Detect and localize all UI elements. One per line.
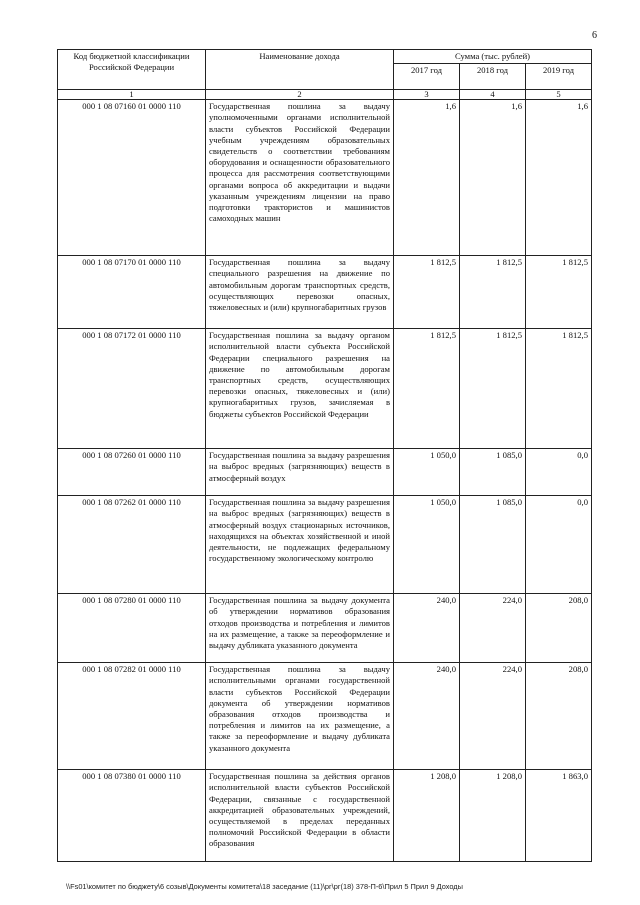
value-2017: 1 050,0: [394, 496, 460, 594]
budget-code: 000 1 08 07280 01 0000 110: [58, 594, 206, 663]
table-row: [58, 329, 592, 449]
budget-code: 000 1 08 07160 01 0000 110: [58, 100, 206, 256]
value-2018: 1 812,5: [460, 256, 526, 329]
value-2019: 1 863,0: [526, 770, 592, 862]
revenue-name: Государственная пошлина за выдачу разрешения на выброс вредных (загрязняющих) веществ в атмосферный воздух стационарных источников, находящихся на объектах хозяйственной и иной деятельности, не подлежащих федеральному государственному экологическому контролю: [206, 496, 394, 594]
budget-code: 000 1 08 07260 01 0000 110: [58, 449, 206, 496]
header-2018: 2018 год: [460, 64, 526, 90]
budget-code: 000 1 08 07170 01 0000 110: [58, 256, 206, 329]
budget-code: 000 1 08 07262 01 0000 110: [58, 496, 206, 594]
budget-code: 000 1 08 07282 01 0000 110: [58, 663, 206, 770]
value-2017: 1 812,5: [394, 329, 460, 449]
column-number: 1: [58, 90, 206, 100]
value-2019: 1,6: [526, 100, 592, 256]
revenue-name: Государственная пошлина за выдачу органом исполнительной власти субъекта Российской Федерации специального разрешения на движение по автомобильным дорогам транспортных средств, осуществляющих перевозки опасных, тяжеловесных и (или) крупногабаритных грузов, зачисляемая в бюджеты субъектов Российской Федерации: [206, 329, 394, 449]
value-2019: 1 812,5: [526, 329, 592, 449]
revenue-name: Государственная пошлина за выдачу разрешения на выброс вредных (загрязняющих) веществ в атмосферный воздух: [206, 449, 394, 496]
column-number: 2: [206, 90, 394, 100]
value-2018: 1 812,5: [460, 329, 526, 449]
revenue-name: Государственная пошлина за выдачу документа об утверждении нормативов образования отходов производства и потребления и лимитов на их размещение, а также за переоформление и выдачу дубликата указанного документа: [206, 594, 394, 663]
value-2017: 240,0: [394, 594, 460, 663]
value-2019: 0,0: [526, 496, 592, 594]
value-2018: 1 085,0: [460, 496, 526, 594]
value-2019: 1 812,5: [526, 256, 592, 329]
budget-code: 000 1 08 07380 01 0000 110: [58, 770, 206, 862]
column-number: 4: [460, 90, 526, 100]
column-number: 3: [394, 90, 460, 100]
value-2018: 1 085,0: [460, 449, 526, 496]
revenue-table: [57, 49, 592, 862]
revenue-name: Государственная пошлина за выдачу исполнительными органами государственной власти субъектов Российской Федерации документа об утверждении нормативов образования отходов производства и потребления и лимитов на их размещение, а также за переоформление и выдачу дубликата указанного документа: [206, 663, 394, 770]
table-row: [58, 496, 592, 594]
revenue-name: Государственная пошлина за выдачу специального разрешения на движение по автомобильным дорогам транспортных средств, осуществляющих перевозки опасных, тяжеловесных и (или) крупногабаритных грузов: [206, 256, 394, 329]
value-2017: 1 208,0: [394, 770, 460, 862]
table-row: [58, 256, 592, 329]
header-code: Код бюджетной классификации Российской Федерации: [58, 50, 206, 90]
header-sum: Сумма (тыс. рублей): [394, 50, 592, 64]
file-path-footer: \\Fs01\комитет по бюджету\6 созыв\Документы комитета\18 заседание (11)\рг\рг(18) 378-П-6\Прил 5 Прил 9 Доходы: [66, 882, 463, 891]
header-2019: 2019 год: [526, 64, 592, 90]
column-number: 5: [526, 90, 592, 100]
value-2019: 208,0: [526, 594, 592, 663]
revenue-name: Государственная пошлина за выдачу уполномоченными органами исполнительной власти субъектов Российской Федерации учебным учреждениям образовательных свидетельств о соответствии требованиям оборудования и оснащенности образовательного процесса для рассмотрения соответствующими органами вопроса об аккредитации и выдачи указанным учреждениям лицензии на право подготовки трактористов и машинистов самоходных машин: [206, 100, 394, 256]
revenue-name: Государственная пошлина за действия органов исполнительной власти субъектов Российской Федерации, связанные с государственной аккредитацией образовательных учреждений, осуществляемой в пределах переданных полномочий Российской Федерации в области образования: [206, 770, 394, 862]
table-row: [58, 449, 592, 496]
value-2019: 208,0: [526, 663, 592, 770]
value-2018: 1,6: [460, 100, 526, 256]
value-2017: 1,6: [394, 100, 460, 256]
value-2018: 224,0: [460, 663, 526, 770]
value-2018: 224,0: [460, 594, 526, 663]
column-numbers-row: [58, 90, 592, 100]
table-row: [58, 770, 592, 862]
header-name: Наименование дохода: [206, 50, 394, 90]
value-2017: 240,0: [394, 663, 460, 770]
table-row: [58, 663, 592, 770]
budget-code: 000 1 08 07172 01 0000 110: [58, 329, 206, 449]
value-2017: 1 812,5: [394, 256, 460, 329]
page-number: 6: [592, 30, 597, 41]
table-row: [58, 594, 592, 663]
header-2017: 2017 год: [394, 64, 460, 90]
value-2017: 1 050,0: [394, 449, 460, 496]
table-row: [58, 100, 592, 256]
value-2018: 1 208,0: [460, 770, 526, 862]
value-2019: 0,0: [526, 449, 592, 496]
